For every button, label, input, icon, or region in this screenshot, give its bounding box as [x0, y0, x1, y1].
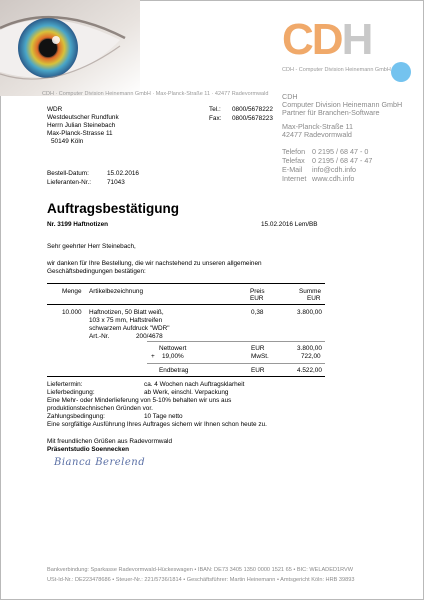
email-label: E-Mail — [282, 165, 303, 174]
item-art-nr: 200/4678 — [136, 333, 163, 340]
document-title: Auftragsbestätigung — [47, 201, 180, 216]
item-desc-2: 103 x 75 mm, Haftstreifen — [89, 317, 163, 324]
totals-top-rule — [147, 341, 325, 342]
liefertermin-label: Liefertermin: — [47, 381, 83, 388]
netto-currency: EUR — [251, 345, 265, 352]
accent-dot — [391, 62, 411, 82]
telefon-label: Telefon — [282, 147, 306, 156]
document-number: Nr. 3199 Haftnotizen — [47, 221, 109, 228]
totals-sum-rule — [147, 363, 325, 364]
company-street: Max-Planck-Straße 11 — [282, 122, 353, 131]
col-summe: Summe — [299, 288, 322, 295]
col-menge: Menge — [62, 288, 82, 295]
internet-value: www.cdh.info — [312, 174, 355, 183]
footer-line-2: USt-Id-Nr.: DE223478686 • Steuer-Nr.: 221/5736/1814 • Geschäftsführer: Martin Heinemann • Amtsgericht Köln: HRB 39893 — [47, 577, 355, 583]
salutation: Sehr geehrter Herr Steinebach, — [47, 243, 136, 250]
item-menge: 10.000 — [62, 309, 82, 316]
company-name: CDH — [282, 92, 298, 101]
vat-label: MwSt. — [251, 353, 269, 360]
tel-label: Tel.: — [209, 106, 221, 113]
recipient-line-1: WDR — [47, 106, 63, 113]
col-preis: Preis — [250, 288, 265, 295]
supplier-value: 71043 — [107, 179, 125, 186]
recipient-line-3: Herrn Julian Steinebach — [47, 122, 116, 129]
table-header-rule — [47, 304, 325, 305]
footer-line-1: Bankverbindung: Sparkasse Radevormwald-Hückeswagen • IBAN: DE73 3405 1350 0000 1521 65 • BIC: WELADED1RVW — [47, 567, 354, 573]
vat-value: 722,00 — [301, 353, 321, 360]
intro-line-2: Geschäftsbedingungen bestätigen: — [47, 268, 146, 275]
company-city: 42477 Radevormwald — [282, 130, 352, 139]
eye-image — [0, 0, 140, 96]
item-art-label: Art.-Nr. — [89, 333, 110, 340]
lieferbedingung-label: Lieferbedingung: — [47, 389, 95, 396]
recipient-line-4: Max-Planck-Strasse 11 — [47, 130, 113, 137]
end-label: Endbetrag — [159, 367, 189, 374]
item-preis: 0,38 — [251, 309, 264, 316]
terms-line-4: produktionstechnischen Gründen vor. — [47, 405, 153, 412]
vat-rate: 19,00% — [162, 353, 184, 360]
order-date-label: Bestell-Datum: — [47, 170, 89, 177]
signature: Bianca Berelend — [54, 457, 146, 468]
email-value: info@cdh.info — [312, 165, 357, 174]
supplier-label: Lieferanten-Nr.: — [47, 179, 92, 186]
company-slogan: Partner für Branchen-Software — [282, 108, 380, 117]
lieferbedingung-value: ab Werk, einschl. Verpackung — [144, 389, 229, 396]
col-artikel: Artikelbezeichnung — [89, 288, 143, 295]
terms-line-6: Eine sorgfältige Ausführung Ihres Auftrages sichern wir Ihnen schon heute zu. — [47, 421, 267, 428]
closing-company: Präsentstudio Soennecken — [47, 446, 130, 453]
intro-line-1: wir danken für Ihre Bestellung, die wir nachstehend zu unseren allgemeinen — [47, 260, 262, 267]
item-desc-1: Haftnotizen, 50 Blatt weiß, — [89, 309, 164, 316]
col-summe-unit: EUR — [307, 295, 321, 302]
closing-greeting: Mit freundlichen Grüßen aus Radevormwald — [47, 438, 173, 445]
logo-tagline: CDH - Computer Division Heinemann GmbH — [282, 67, 391, 73]
netto-label: Nettowert — [159, 345, 187, 352]
zahlung-label: Zahlungsbedingung: — [47, 413, 105, 420]
item-desc-3: schwarzem Aufdruck "WDR" — [89, 325, 170, 332]
liefertermin-value: ca. 4 Wochen nach Auftragsklarheit — [144, 381, 245, 388]
telefax-label: Telefax — [282, 156, 305, 165]
end-value: 4.522,00 — [297, 367, 322, 374]
cdh-logo — [282, 15, 372, 64]
document-date: 15.02.2016 Lem/BB — [261, 221, 318, 228]
zahlung-value: 10 Tage netto — [144, 413, 183, 420]
logo-text: CDH — [282, 15, 372, 64]
terms-line-3: Eine Mehr- oder Minderlieferung von 5-10% behalten wir uns aus — [47, 397, 232, 404]
fax-label: Fax: — [209, 115, 222, 122]
netto-value: 3.800,00 — [297, 345, 322, 352]
fax-value: 0800/5678223 — [232, 115, 273, 122]
end-currency: EUR — [251, 367, 265, 374]
col-preis-unit: EUR — [250, 295, 264, 302]
recipient-line-5: 50149 Köln — [51, 138, 84, 145]
table-top-rule — [47, 283, 325, 284]
sender-line: CDH · Computer Division Heinemann GmbH · Max-Planck-Straße 11 · 42477 Radevormwald — [42, 91, 269, 97]
vat-plus: + — [151, 353, 155, 360]
tel-value: 0800/5678222 — [232, 106, 273, 113]
item-summe: 3.800,00 — [297, 309, 322, 316]
telefon-value: 0 2195 / 68 47 - 0 — [312, 147, 369, 156]
telefax-value: 0 2195 / 68 47 - 47 — [312, 156, 373, 165]
internet-label: Internet — [282, 174, 307, 183]
table-bottom-rule — [47, 376, 325, 377]
recipient-line-2: Westdeutscher Rundfunk — [47, 114, 119, 121]
order-date-value: 15.02.2016 — [107, 170, 139, 177]
company-fullname: Computer Division Heinemann GmbH — [282, 100, 403, 109]
